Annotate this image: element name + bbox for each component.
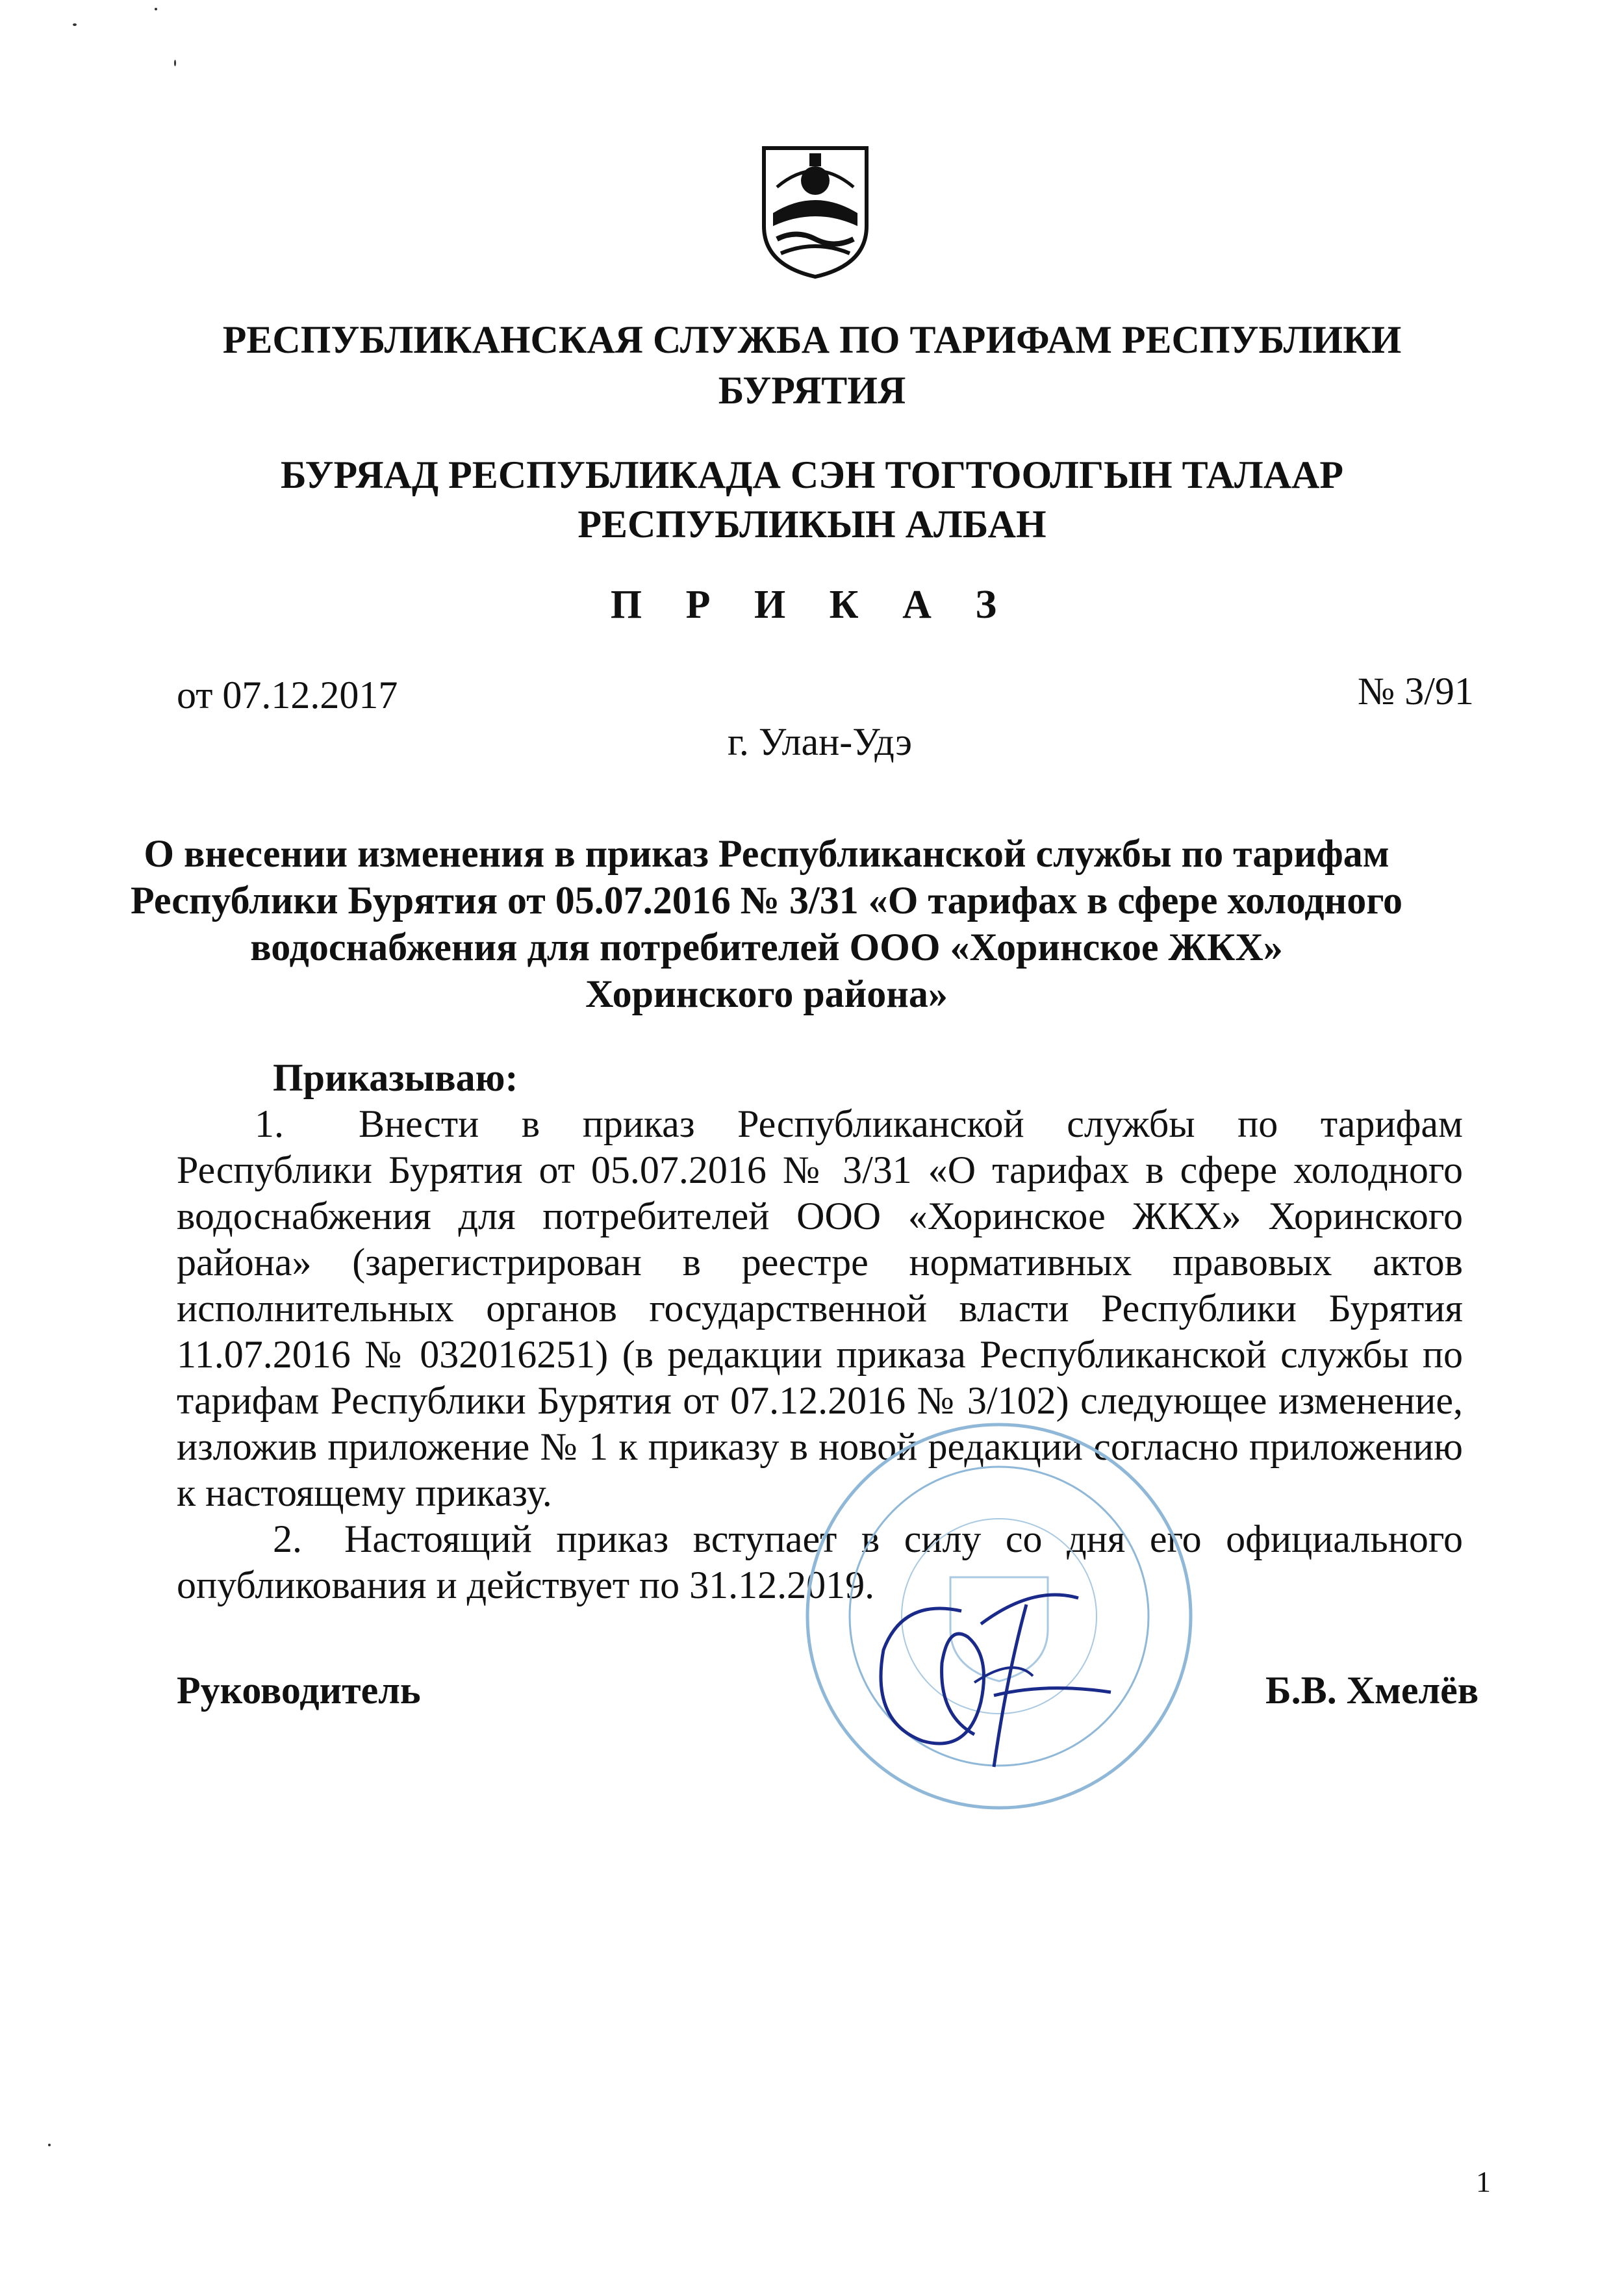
item-number: 2. [273, 1517, 302, 1560]
subject-line: Республики Бурятия от 05.07.2016 № 3/31 «О тарифах в сфере холодного [131, 879, 1402, 922]
handwritten-signature [864, 1572, 1124, 1780]
item-number: 1. [255, 1102, 284, 1145]
signatory-name: Б.В. Хмелёв [1265, 1669, 1479, 1712]
order-subject [0, 830, 1533, 1017]
order-number: № 3/91 [1358, 670, 1474, 713]
scan-speck [48, 2144, 51, 2146]
scan-speck [155, 8, 157, 10]
subject-line: О внесении изменения в приказ Республиканской службы по тарифам [144, 832, 1389, 875]
scan-speck [73, 23, 77, 26]
org-name-bua-line2: РЕСПУБЛИКЫН АЛБАН [577, 503, 1047, 546]
scan-speck [174, 60, 176, 66]
page-number: 1 [1476, 2165, 1491, 2198]
order-lead: Приказываю: [273, 1056, 518, 1099]
coat-of-arms-icon [757, 142, 873, 281]
item-text: Внести в приказ Республиканской службы по тарифам Республики Бурятия от 05.07.2016 № 3/31 «О тарифах в сфере холодного водоснабжения для потребителей ООО «Хоринское ЖКХ» Хоринского района» (зарегистрирован в реестре нормативных правовых актов исполнительных органов государственной власти Республики Бурятия 11.07.2016 № 032016251) (в редакции приказа Республиканской службы по тарифам Республики Бурятия от 07.12.2016 № 3/102) следующее изменение, изложив приложение № 1 к приказу в новой редакции согласно приложению к настоящему приказу. [177, 1102, 1463, 1514]
org-name-ru-line1: РЕСПУБЛИКАНСКАЯ СЛУЖБА ПО ТАРИФАМ РЕСПУБЛИКИ [222, 318, 1402, 361]
subject-line: Хоринского района» [585, 972, 948, 1015]
order-city: г. Улан-Удэ [728, 720, 913, 763]
order-date: от 07.12.2017 [177, 674, 398, 717]
signatory-position: Руководитель [177, 1669, 421, 1712]
item-text: Настоящий приказ вступает в силу со дня его официального опубликования и действует по 31.12.2019. [177, 1517, 1463, 1606]
document-type: П Р И К А З [610, 583, 1014, 627]
org-name-ru-line2: БУРЯТИЯ [718, 369, 906, 412]
org-name-bua-line1: БУРЯАД РЕСПУБЛИКАДА СЭН ТОГТООЛГЫН ТАЛААР [280, 453, 1344, 496]
subject-line: водоснабжения для потребителей ООО «Хоринское ЖКХ» [250, 926, 1283, 969]
